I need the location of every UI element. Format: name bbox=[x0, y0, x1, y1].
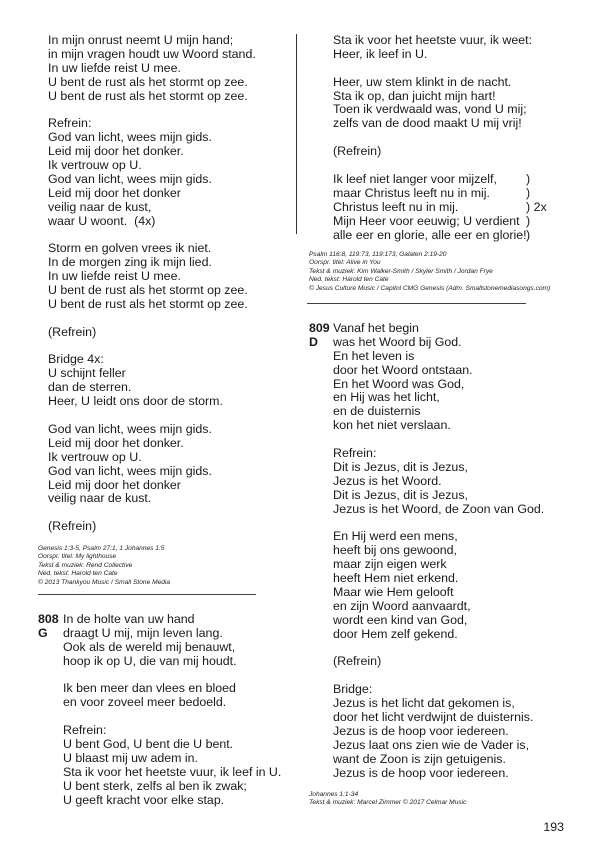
lyric-line: (Refrein) bbox=[333, 144, 382, 159]
lyric-line: In de morgen zing ik mijn lied. bbox=[48, 255, 212, 270]
song-header-809 bbox=[309, 322, 330, 350]
credit-line: Johannes 1:1-34 bbox=[309, 791, 359, 798]
lyric-text: Christus leeft nu in mij. bbox=[333, 199, 459, 214]
lyric-line: Toen ik verdwaald was, vond U mij; bbox=[333, 102, 527, 117]
lyric-line bbox=[48, 409, 256, 423]
song-808-final-verse bbox=[333, 172, 547, 242]
lyric-line: wordt een kind van God, bbox=[333, 612, 468, 627]
lyric-line: God van licht, wees mijn gids. bbox=[48, 130, 212, 145]
song-divider bbox=[38, 594, 256, 595]
lyric-line bbox=[63, 669, 281, 683]
lyric-line: Leid mij door het donker bbox=[48, 477, 181, 492]
lyric-line: U bent de rust als het stormt op zee. bbox=[48, 88, 248, 103]
credit-line: Tekst & muziek: Marcel Zimmer © 2017 Celmar Music bbox=[309, 799, 467, 807]
lyric-line bbox=[333, 641, 544, 655]
lyric-line: Storm en golven vrees ik niet. bbox=[48, 241, 212, 256]
lyric-line: en zijn Woord aanvaardt, bbox=[333, 598, 471, 613]
lyric-line: heeft Hem niet erkend. bbox=[333, 571, 459, 586]
lyric-line: was het Woord bij God. bbox=[333, 334, 462, 349]
lyric-line: U bent God, U bent die U bent. bbox=[63, 737, 234, 752]
lyric-line: U bent de rust als het stormt op zee. bbox=[48, 296, 248, 311]
lyric-line bbox=[333, 159, 532, 173]
lyric-line: Bridge 4x: bbox=[48, 352, 104, 367]
lyric-line bbox=[48, 103, 256, 117]
credit-line: Ned. tekst: Harold ten Cate bbox=[309, 276, 389, 284]
lyric-line: Jezus is de hoop voor iedereen. bbox=[333, 723, 509, 738]
lyric-line: Leid mij door het donker. bbox=[48, 435, 184, 450]
credit-line: Oorspr. titel: My lighthouse bbox=[38, 553, 117, 561]
credit-line: Oorspr. titel: Alive in You bbox=[309, 259, 381, 267]
lyric-line: Ik vertrouw op U. bbox=[48, 158, 142, 173]
lyric-line: Heer, ik leef in U. bbox=[333, 46, 428, 61]
lyric-line: God van licht, wees mijn gids. bbox=[48, 171, 212, 186]
lyric-line bbox=[48, 506, 256, 520]
lyric-line: God van licht, wees mijn gids. bbox=[48, 463, 212, 478]
page-number: 193 bbox=[543, 820, 564, 834]
repeat-bracket: ) bbox=[526, 185, 531, 200]
song-key: G bbox=[38, 625, 48, 640]
lyric-line: en voor zoveel meer bedoeld. bbox=[63, 695, 227, 710]
lyric-line: Ik vertrouw op U. bbox=[48, 449, 142, 464]
lyric-line: U geeft kracht voor elke stap. bbox=[63, 792, 225, 807]
lyric-line: In de holte van uw hand bbox=[63, 612, 195, 626]
song-credits bbox=[38, 545, 170, 587]
lyric-text: alle eer en glorie, alle eer en glorie! bbox=[333, 227, 527, 242]
lyric-line: God van licht, wees mijn gids. bbox=[48, 421, 212, 436]
lyric-line: door het licht verdwijnt de duisternis. bbox=[333, 709, 534, 724]
lyric-line: Refrein: bbox=[48, 116, 92, 131]
lyric-line-with-repeat-mark bbox=[333, 227, 531, 243]
lyric-line bbox=[48, 340, 256, 354]
lyric-line: Leid mij door het donker bbox=[48, 185, 181, 200]
credit-line: © Jesus Culture Music / Capitol CMG Genesis (Adm. Smallstonemediasongs.com) bbox=[309, 284, 551, 292]
lyric-line: Jezus is de hoop voor iedereen. bbox=[333, 765, 509, 780]
song-divider bbox=[307, 303, 526, 304]
lyric-line: U bent de rust als het stormt op zee. bbox=[48, 74, 248, 89]
lyric-line: door het Woord ontstaan. bbox=[333, 362, 473, 377]
lyric-line: Maar wie Hem gelooft bbox=[333, 584, 454, 599]
song-808-credits bbox=[309, 251, 550, 293]
lyric-line bbox=[333, 131, 532, 145]
lyric-line: draagt U mij, mijn leven lang. bbox=[63, 625, 223, 640]
lyric-line: U blaast mij uw adem in. bbox=[63, 750, 198, 765]
repeat-bracket: ) bbox=[526, 227, 531, 242]
lyric-line: Heer, U leidt ons door de storm. bbox=[48, 394, 223, 409]
lyric-line: Heer, uw stem klinkt in de nacht. bbox=[333, 74, 512, 89]
lyric-line: In mijn onrust neemt U mijn hand; bbox=[48, 33, 234, 47]
lyric-line: En Hij werd een mens, bbox=[333, 529, 458, 544]
lyric-line bbox=[63, 710, 281, 724]
song-key: D bbox=[309, 334, 318, 349]
credit-line: Psalm 116:8, 119:73, 119:173, Galaten 2:19-20 bbox=[309, 251, 447, 258]
lyric-line: Jezus is het Woord. bbox=[333, 473, 442, 488]
lyric-line: want de Zoon is zijn getuigenis. bbox=[333, 751, 506, 766]
lyric-line: dan de sterren. bbox=[48, 380, 132, 395]
lyric-line-with-repeat-mark bbox=[333, 172, 531, 187]
lyric-line-with-repeat-mark bbox=[333, 199, 547, 215]
lyric-line: hoop ik op U, die van mij houdt. bbox=[63, 653, 237, 668]
lyric-line: In uw liefde reist U mee. bbox=[48, 60, 181, 75]
lyric-line bbox=[48, 228, 256, 242]
lyric-line: Jezus is het licht dat gekomen is, bbox=[333, 696, 515, 711]
lyric-text: maar Christus leeft nu in mij. bbox=[333, 185, 491, 200]
lyric-line: (Refrein) bbox=[333, 654, 382, 669]
lyric-line bbox=[333, 433, 544, 447]
lyric-line: Sta ik voor het heetste vuur, ik leef in U. bbox=[63, 764, 282, 779]
song-808-lyrics bbox=[63, 613, 281, 807]
lyric-line: Leid mij door het donker. bbox=[48, 144, 184, 159]
lyric-line: Ik ben meer dan vlees en bloed bbox=[63, 681, 236, 696]
credit-line: Genesis 1:3-5, Psalm 27:1, 1 Johannes 1:5 bbox=[38, 545, 165, 552]
lyric-line: Dit is Jezus, dit is Jezus, bbox=[333, 459, 468, 474]
lyric-line: heeft bij ons gewoond, bbox=[333, 543, 457, 558]
lyric-line: En het leven is bbox=[333, 348, 415, 363]
credit-line: Ned. tekst: Harold ten Cate bbox=[38, 570, 118, 578]
lyric-line: Bridge: bbox=[333, 682, 373, 697]
lyric-line: (Refrein) bbox=[48, 324, 97, 339]
left-column bbox=[38, 0, 293, 851]
lyric-line: U bent sterk, zelfs al ben ik zwak; bbox=[63, 778, 247, 793]
repeat-bracket: ) bbox=[526, 213, 531, 228]
lyric-line: Refrein: bbox=[333, 446, 377, 461]
lyric-line: waar U woont. (4x) bbox=[48, 213, 156, 228]
lyric-text: Ik leef niet langer voor mijzelf, bbox=[333, 172, 497, 186]
lyric-line: en Hij was het licht, bbox=[333, 390, 440, 405]
lyric-line: Ook als de wereld mij benauwt, bbox=[63, 639, 236, 654]
lyric-line: en de duisternis bbox=[333, 404, 421, 419]
song-header-808 bbox=[38, 613, 59, 641]
credit-line: Tekst & muziek: Rend Collective bbox=[38, 561, 133, 569]
lyric-line: kon het niet verslaan. bbox=[333, 418, 451, 433]
lyric-line: Sta ik op, dan juicht mijn hart! bbox=[333, 88, 496, 103]
lyric-line: zelfs van de dood maakt U mij vrij! bbox=[333, 116, 522, 131]
lyric-line: Jezus laat ons zien wie de Vader is, bbox=[333, 737, 530, 752]
lyric-line: U bent de rust als het stormt op zee. bbox=[48, 283, 248, 298]
credit-line: © 2013 Thankyou Music / Small Stone Media bbox=[38, 578, 171, 586]
lyric-line: In uw liefde reist U mee. bbox=[48, 269, 181, 284]
credit-line: Tekst & muziek: Kim Walker-Smith / Skyler Smith / Jordan Frye bbox=[309, 267, 493, 275]
song-809-lyrics bbox=[333, 322, 544, 780]
right-column bbox=[307, 0, 569, 851]
lyric-line: En het Woord was God, bbox=[333, 376, 465, 391]
lyric-line: in mijn vragen houdt uw Woord stand. bbox=[48, 46, 256, 61]
lyric-line bbox=[333, 669, 544, 683]
lyric-text: Mijn Heer voor eeuwig; U verdient bbox=[333, 213, 520, 228]
lyric-line: Jezus is het Woord, de Zoon van God. bbox=[333, 501, 545, 516]
column-separator-line bbox=[296, 34, 297, 234]
lyric-line: Sta ik voor het heetste vuur, ik weet: bbox=[333, 33, 533, 47]
lyric-line: maar zijn eigen werk bbox=[333, 557, 447, 572]
lyric-line bbox=[333, 62, 532, 76]
lyric-line: Refrein: bbox=[63, 723, 107, 738]
lyric-line: (Refrein) bbox=[48, 519, 97, 534]
lyric-line: Dit is Jezus, dit is Jezus, bbox=[333, 487, 468, 502]
lyric-line: veilig naar de kust. bbox=[48, 491, 152, 506]
song-809-credits bbox=[309, 791, 466, 808]
lyric-line: door Hem zelf gekend. bbox=[333, 626, 458, 641]
lyric-line: veilig naar de kust, bbox=[48, 199, 152, 214]
repeat-bracket: ) 2x bbox=[526, 199, 547, 214]
repeat-bracket: ) bbox=[526, 172, 531, 186]
lyric-line bbox=[333, 516, 544, 530]
lyric-line: U schijnt feller bbox=[48, 366, 126, 381]
song-808-lyrics-continued bbox=[333, 34, 532, 173]
lyric-line bbox=[48, 312, 256, 326]
lyric-line-with-repeat-mark bbox=[333, 185, 531, 201]
song-number: 809 bbox=[309, 321, 330, 335]
lyric-line: Vanaf het begin bbox=[333, 321, 419, 335]
lyric-line-with-repeat-mark bbox=[333, 213, 531, 229]
song-lyrics-continued bbox=[48, 34, 256, 534]
song-number: 808 bbox=[38, 612, 59, 626]
